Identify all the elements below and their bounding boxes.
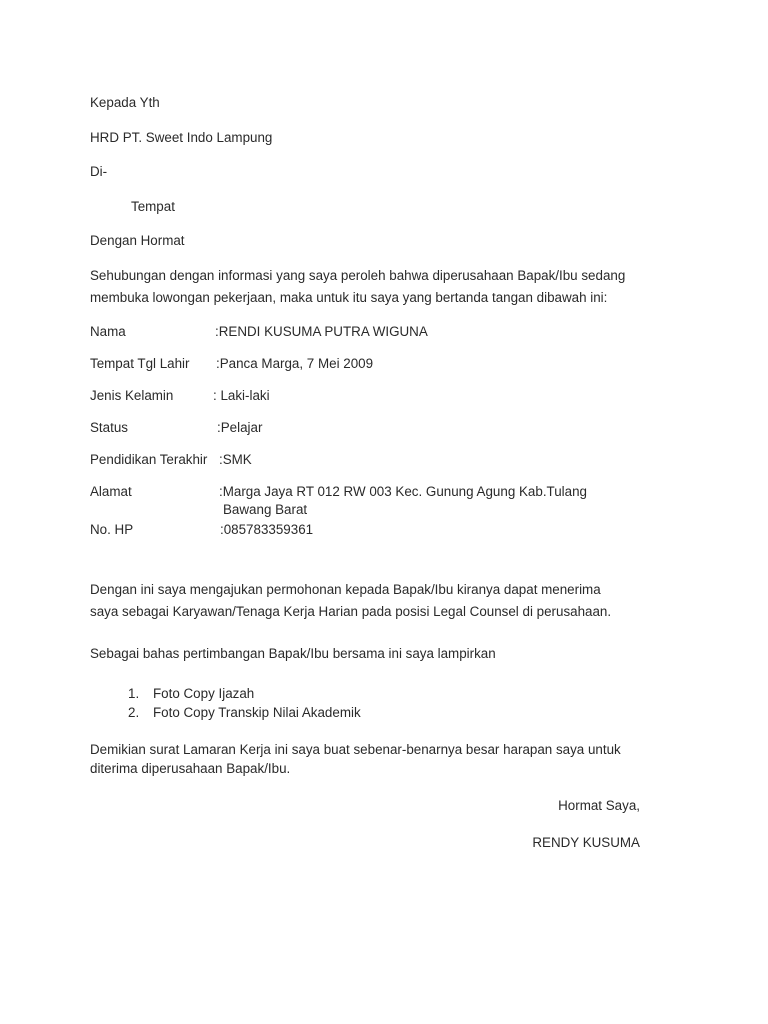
field-label-pendidikan: Pendidikan Terakhir: [90, 452, 208, 467]
greeting: Dengan Hormat: [90, 233, 185, 248]
field-value-no-hp: :085783359361: [220, 522, 314, 537]
field-label-alamat: Alamat: [90, 484, 132, 499]
field-value-nama: :RENDI KUSUMA PUTRA WIGUNA: [215, 324, 428, 339]
field-value-tempat-tgl-lahir: :Panca Marga, 7 Mei 2009: [216, 356, 374, 371]
intro-line-2: membuka lowongan pekerjaan, maka untuk itu saya yang bertanda tangan dibawah ini:: [90, 290, 608, 305]
field-label-nama: Nama: [90, 324, 126, 339]
recipient-line-company: HRD PT. Sweet Indo Lampung: [90, 130, 273, 145]
recipient-line-kepada: Kepada Yth: [90, 95, 160, 110]
request-line-1: Dengan ini saya mengajukan permohonan kepada Bapak/Ibu kiranya dapat menerima: [90, 582, 601, 597]
field-value-pendidikan: :SMK: [219, 452, 252, 467]
field-value-status: :Pelajar: [217, 420, 263, 435]
field-label-jenis-kelamin: Jenis Kelamin: [90, 388, 174, 403]
recipient-line-di: Di-: [90, 164, 108, 179]
field-value-alamat-cont: Bawang Barat: [223, 502, 308, 517]
closing-line-2: diterima diperusahaan Bapak/Ibu.: [90, 761, 291, 776]
field-value-alamat: :Marga Jaya RT 012 RW 003 Kec. Gunung Agung Kab.Tulang: [219, 484, 587, 499]
request-line-2: saya sebagai Karyawan/Tenaga Kerja Harian pada posisi Legal Counsel di perusahaan.: [90, 604, 612, 619]
field-label-no-hp: No. HP: [90, 522, 134, 537]
attachment-number: 2.: [128, 705, 140, 720]
field-label-status: Status: [90, 420, 128, 435]
sign-off: Hormat Saya,: [558, 798, 640, 813]
recipient-line-tempat: Tempat: [131, 199, 175, 214]
attachments-intro: Sebagai bahas pertimbangan Bapak/Ibu bersama ini saya lampirkan: [90, 646, 496, 661]
closing-line-1: Demikian surat Lamaran Kerja ini saya buat sebenar-benarnya besar harapan saya untuk: [90, 742, 621, 757]
attachment-item: Foto Copy Ijazah: [153, 686, 255, 701]
intro-line-1: Sehubungan dengan informasi yang saya peroleh bahwa diperusahaan Bapak/Ibu sedang: [90, 268, 626, 283]
attachment-number: 1.: [128, 686, 140, 701]
attachment-item: Foto Copy Transkip Nilai Akademik: [153, 705, 361, 720]
signatory-name: RENDY KUSUMA: [532, 835, 640, 850]
field-label-tempat-tgl-lahir: Tempat Tgl Lahir: [90, 356, 190, 371]
field-value-jenis-kelamin: : Laki-laki: [213, 388, 270, 403]
